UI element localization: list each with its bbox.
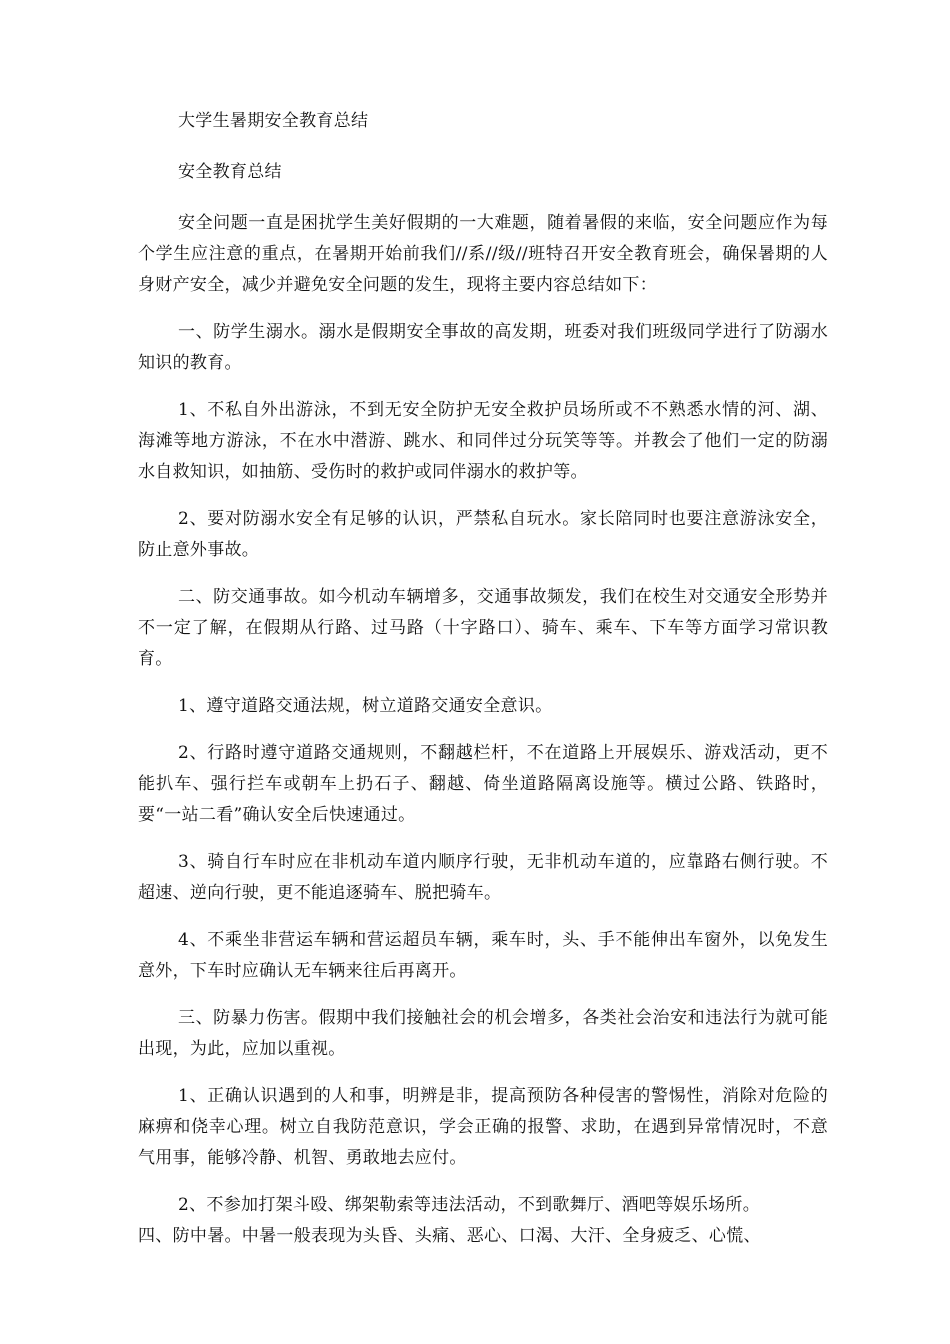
section-heading-violence: 三、防暴力伤害。假期中我们接触社会的机会增多，各类社会治安和违法行为就可能出现，为此，应加以重视。 bbox=[138, 1008, 828, 1059]
traffic-item-3: 3、骑自行车时应在非机动车道内顺序行驶，无非机动车道的，应靠路右侧行驶。不超速、逆向行驶，更不能追逐骑车、脱把骑车。 bbox=[138, 852, 828, 903]
violence-item-1: 1、正确认识遇到的人和事，明辨是非，提高预防各种侵害的警惕性，消除对危险的麻痹和侥幸心理。树立自我防范意识，学会正确的报警、求助，在遇到异常情况时，不意气用事，能够冷静、机智、勇敢地去应付。 bbox=[138, 1086, 828, 1168]
section-heading-heatstroke: 四、防中暑。中暑一般表现为头昏、头痛、恶心、口渴、大汗、全身疲乏、心慌、 bbox=[138, 1226, 761, 1246]
traffic-item-2: 2、行路时遵守道路交通规则，不翻越栏杆，不在道路上开展娱乐、游戏活动，更不能扒车、强行拦车或朝车上扔石子、翻越、倚坐道路隔离设施等。横过公路、铁路时，要“一站二看”确认安全后快速通过。 bbox=[138, 743, 828, 825]
drowning-item-1: 1、不私自外出游泳，不到无安全防护无安全救护员场所或不不熟悉水情的河、湖、海滩等地方游泳，不在水中潜游、跳水、和同伴过分玩笑等等。并教会了他们一定的防溺水自救知识，如抽筋、受伤时的救护或同伴溺水的救护等。 bbox=[138, 400, 828, 482]
violence-item-2: 2、不参加打架斗殴、绑架勒索等违法活动，不到歌舞厅、酒吧等娱乐场所。 bbox=[178, 1195, 761, 1215]
document-title: 大学生暑期安全教育总结 bbox=[178, 111, 369, 131]
drowning-item-2: 2、要对防溺水安全有足够的认识，严禁私自玩水。家长陪同时也要注意游泳安全，防止意外事故。 bbox=[138, 509, 828, 560]
traffic-item-1: 1、遵守道路交通法规，树立道路交通安全意识。 bbox=[178, 696, 553, 716]
document-subtitle: 安全教育总结 bbox=[178, 162, 282, 182]
section-heading-traffic: 二、防交通事故。如今机动车辆增多，交通事故频发，我们在校生对交通安全形势并不一定了解，在假期从行路、过马路（十字路口）、骑车、乘车、下车等方面学习常识教育。 bbox=[138, 587, 828, 669]
intro-paragraph: 安全问题一直是困扰学生美好假期的一大难题，随着暑假的来临，安全问题应作为每个学生应注意的重点，在暑期开始前我们//系//级//班特召开安全教育班会，确保暑期的人身财产安全，减少并避免安全问题的发生，现将主要内容总结如下： bbox=[138, 213, 828, 295]
traffic-item-4: 4、不乘坐非营运车辆和营运超员车辆，乘车时，头、手不能伸出车窗外，以免发生意外，下车时应确认无车辆来往后再离开。 bbox=[138, 930, 828, 981]
document-body bbox=[138, 106, 828, 1252]
section-heading-drowning: 一、防学生溺水。溺水是假期安全事故的高发期，班委对我们班级同学进行了防溺水知识的教育。 bbox=[138, 322, 828, 373]
